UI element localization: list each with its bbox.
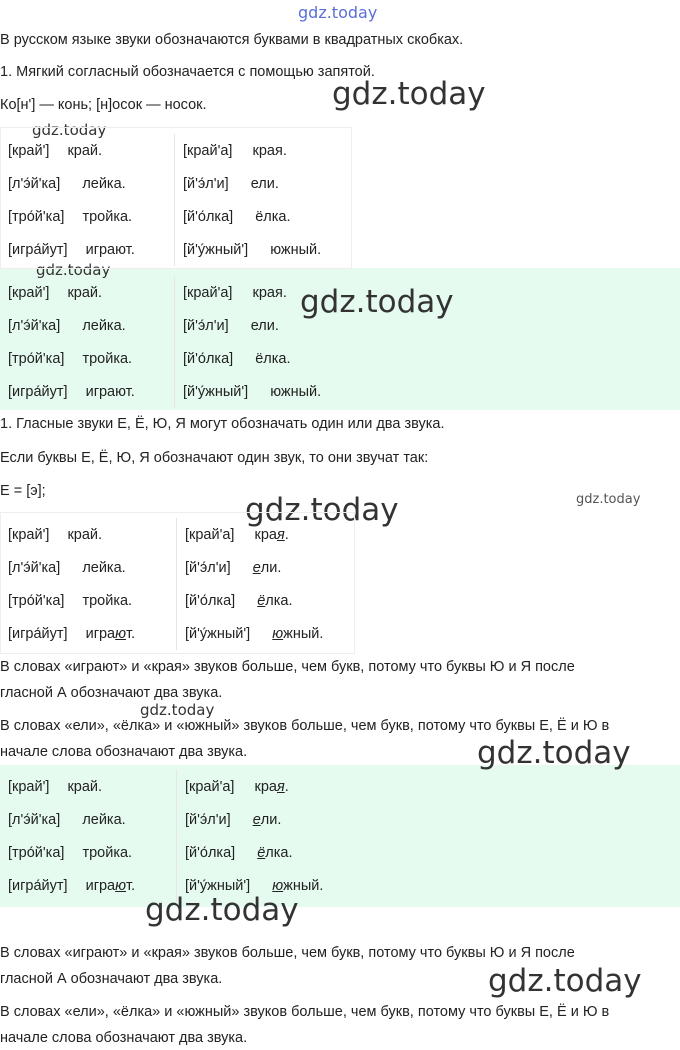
word: ели. bbox=[252, 811, 282, 828]
transcription: [тро́й'ка] bbox=[8, 844, 65, 861]
word: ели. bbox=[252, 559, 282, 576]
word: играют. bbox=[85, 241, 135, 258]
explanation-paragraph: В словах «играют» и «края» звуков больше, чем букв, потому что буквы Ю и Я после bbox=[0, 659, 575, 675]
word: играют. bbox=[85, 877, 136, 894]
table-row bbox=[0, 617, 351, 650]
rule-soft-consonant: 1. Мягкий согласный обозначается с помощью запятой. bbox=[0, 64, 375, 80]
transcription: [й'у́жный'] bbox=[185, 625, 251, 642]
transcription-table bbox=[0, 770, 351, 902]
watermark: gdz.today bbox=[32, 121, 107, 139]
transcription: [игра́йут] bbox=[8, 241, 68, 258]
word: играют. bbox=[85, 383, 135, 400]
transcription: [край'а] bbox=[185, 778, 235, 795]
word: край. bbox=[67, 778, 103, 795]
watermark: gdz.today bbox=[488, 963, 642, 999]
table-row bbox=[0, 200, 349, 233]
word: ели. bbox=[250, 317, 279, 334]
word: южный. bbox=[272, 625, 324, 642]
word: ёлка. bbox=[255, 350, 291, 367]
word: играют. bbox=[85, 625, 136, 642]
watermark: gdz.today bbox=[140, 701, 215, 719]
rule-vowels-text: Если буквы Е, Ё, Ю, Я обозначают один звук, то они звучат так: bbox=[0, 450, 429, 466]
transcription: [л'э́й'ка] bbox=[8, 811, 61, 828]
transcription: [й'о́лка] bbox=[185, 592, 236, 609]
watermark: gdz.today bbox=[300, 284, 454, 320]
table-row bbox=[0, 309, 349, 342]
explanation-paragraph: начале слова обозначают два звука. bbox=[0, 744, 248, 760]
table-row bbox=[0, 518, 351, 551]
transcription: [л'э́й'ка] bbox=[8, 175, 61, 192]
table-row bbox=[0, 869, 351, 902]
watermark: gdz.today bbox=[145, 892, 299, 928]
watermark: gdz.today bbox=[477, 735, 631, 771]
transcription: [й'э́л'и] bbox=[185, 811, 231, 828]
transcription: [й'э́л'и] bbox=[183, 317, 229, 334]
word: южный. bbox=[270, 383, 322, 400]
transcription: [й'о́лка] bbox=[183, 208, 234, 225]
explanation-paragraph: В словах «ели», «ёлка» и «южный» звуков больше, чем букв, потому что буквы Е, Ё и Ю в bbox=[0, 718, 610, 734]
word: край. bbox=[67, 284, 103, 301]
word: лейка. bbox=[82, 175, 126, 192]
transcription: [тро́й'ка] bbox=[8, 208, 65, 225]
table-row bbox=[0, 134, 349, 167]
transcription: [й'у́жный'] bbox=[183, 383, 249, 400]
rule-vowels-example: Е = [э]; bbox=[0, 483, 46, 499]
transcription: [край'а] bbox=[185, 526, 235, 543]
table-row bbox=[0, 167, 349, 200]
watermark: gdz.today bbox=[298, 3, 378, 22]
transcription: [край'] bbox=[8, 142, 50, 159]
watermark: gdz.today bbox=[576, 492, 641, 507]
watermark: gdz.today bbox=[245, 492, 399, 528]
table-row bbox=[0, 770, 351, 803]
table-row bbox=[0, 584, 351, 617]
transcription: [тро́й'ка] bbox=[8, 592, 65, 609]
table-row bbox=[0, 233, 349, 266]
table-row bbox=[0, 276, 349, 309]
transcription: [игра́йут] bbox=[8, 877, 68, 894]
rule-vowels: 1. Гласные звуки Е, Ё, Ю, Я могут обозначать один или два звука. bbox=[0, 416, 445, 432]
transcription: [й'э́л'и] bbox=[185, 559, 231, 576]
word: южный. bbox=[270, 241, 322, 258]
word: ёлка. bbox=[257, 844, 293, 861]
word: край. bbox=[67, 526, 103, 543]
explanation-paragraph: В словах «играют» и «края» звуков больше, чем букв, потому что буквы Ю и Я после bbox=[0, 945, 575, 961]
transcription: [й'о́лка] bbox=[185, 844, 236, 861]
transcription: [край'а] bbox=[183, 142, 233, 159]
transcription-table bbox=[0, 276, 349, 408]
explanation-paragraph: В словах «ели», «ёлка» и «южный» звуков больше, чем букв, потому что буквы Е, Ё и Ю в bbox=[0, 1004, 610, 1020]
explanation-paragraph: гласной А обозначают два звука. bbox=[0, 971, 223, 987]
word: края. bbox=[254, 778, 289, 795]
transcription: [й'о́лка] bbox=[183, 350, 234, 367]
transcription: [л'э́й'ка] bbox=[8, 559, 61, 576]
word: лейка. bbox=[82, 811, 126, 828]
word: края. bbox=[254, 526, 289, 543]
word: тройка. bbox=[82, 350, 133, 367]
table-row bbox=[0, 375, 349, 408]
transcription: [л'э́й'ка] bbox=[8, 317, 61, 334]
transcription-table bbox=[0, 134, 349, 266]
word: ели. bbox=[250, 175, 279, 192]
transcription: [игра́йут] bbox=[8, 383, 68, 400]
explanation-paragraph: начале слова обозначают два звука. bbox=[0, 1030, 248, 1046]
watermark: gdz.today bbox=[332, 76, 486, 112]
word: края. bbox=[252, 284, 287, 301]
table-row bbox=[0, 551, 351, 584]
word: ёлка. bbox=[255, 208, 291, 225]
word: тройка. bbox=[82, 592, 133, 609]
word: края. bbox=[252, 142, 287, 159]
transcription: [край'] bbox=[8, 284, 50, 301]
transcription: [й'э́л'и] bbox=[183, 175, 229, 192]
word: лейка. bbox=[82, 317, 126, 334]
word: тройка. bbox=[82, 208, 133, 225]
table-row bbox=[0, 342, 349, 375]
table-row bbox=[0, 836, 351, 869]
word: южный. bbox=[272, 877, 324, 894]
rule-example: Ко[н'] — конь; [н]осок — носок. bbox=[0, 97, 207, 113]
transcription: [й'у́жный'] bbox=[183, 241, 249, 258]
explanation-paragraph: гласной А обозначают два звука. bbox=[0, 685, 223, 701]
transcription: [тро́й'ка] bbox=[8, 350, 65, 367]
transcription: [край'] bbox=[8, 526, 50, 543]
transcription-table bbox=[0, 518, 351, 650]
transcription: [й'у́жный'] bbox=[185, 877, 251, 894]
word: ёлка. bbox=[257, 592, 293, 609]
watermark: gdz.today bbox=[36, 261, 111, 279]
transcription: [край'а] bbox=[183, 284, 233, 301]
word: край. bbox=[67, 142, 103, 159]
word: лейка. bbox=[82, 559, 126, 576]
intro-text: В русском языке звуки обозначаются буквами в квадратных скобках. bbox=[0, 32, 464, 48]
word: тройка. bbox=[82, 844, 133, 861]
transcription: [игра́йут] bbox=[8, 625, 68, 642]
table-row bbox=[0, 803, 351, 836]
transcription: [край'] bbox=[8, 778, 50, 795]
